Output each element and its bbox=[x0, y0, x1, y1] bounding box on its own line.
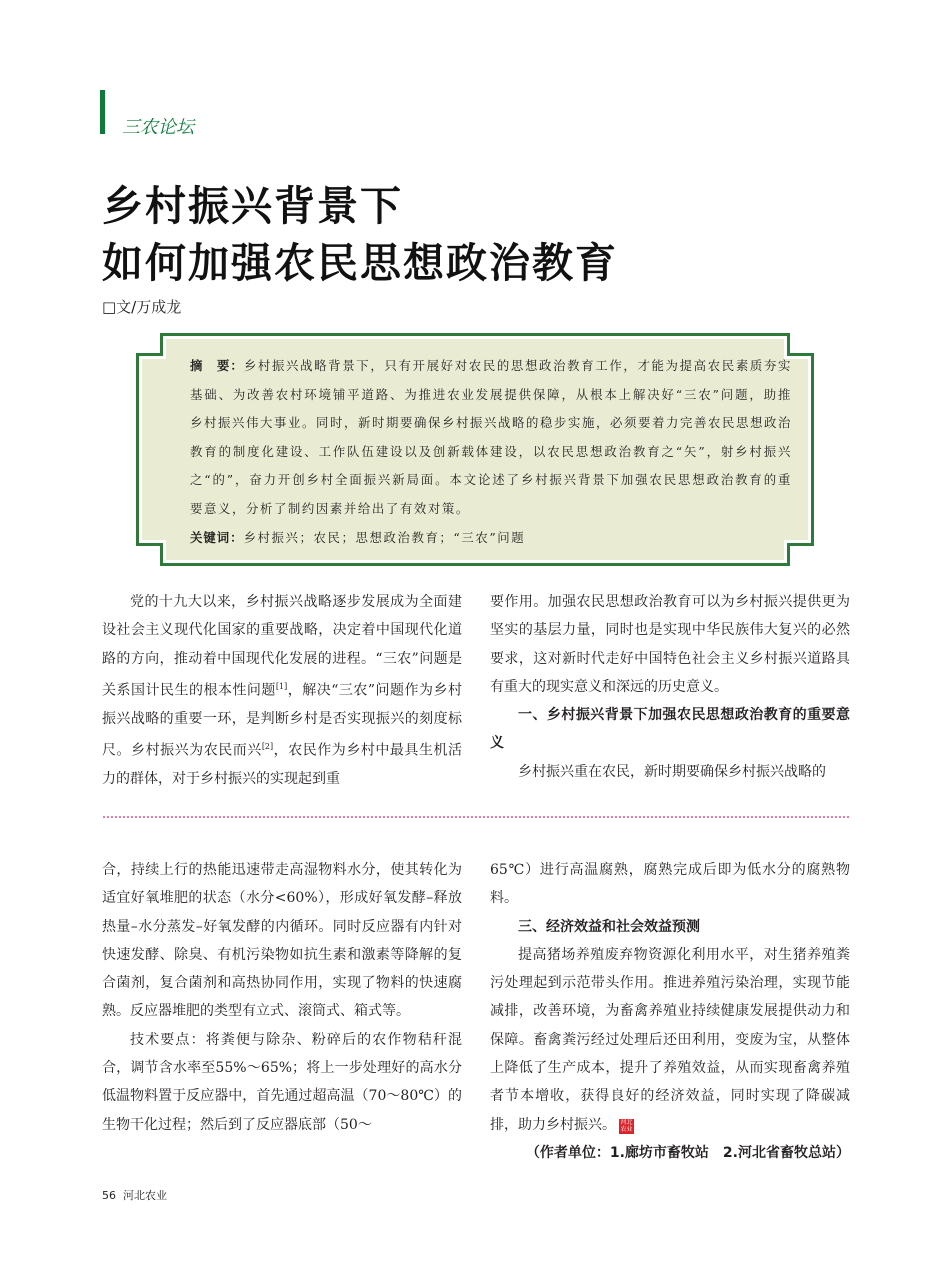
body-paragraph bbox=[490, 941, 850, 1139]
byline: □文/万成龙 bbox=[102, 298, 182, 316]
body-text: 党的十九大以来，乡村振兴战略逐步发展成为全面建设社会主义现代化国家的重要战略，决定着中国现代化道路的方向，推动着中国现代化发展的进程。“三农”问题是关系国计民生的根本性问题 bbox=[102, 594, 462, 699]
body-paragraph: 65℃）进行高温腐熟，腐熟完成后即为低水分的腐熟物料。 bbox=[490, 862, 850, 907]
citation-ref: [2] bbox=[261, 742, 274, 752]
journal-end-mark: 河北农业 bbox=[620, 1118, 633, 1133]
abstract-box bbox=[160, 352, 792, 552]
abstract-label: 摘 要： bbox=[190, 358, 244, 373]
abstract-text: 乡村振兴战略背景下，只有开展好对农民的思想政治教育工作，才能为提高农民素质夯实基础、为改善农村环境铺平道路、为推进农业发展提供保障，从根本上解决好“三农”问题，助推乡村振兴伟大事业。同时，新时期要确保乡村振兴战略的稳步实施，必须要着力完善农民思想政治教育的制度化建设、工作队伍建设以及创新载体建设，以农民思想政治教育之“矢”，射乡村振兴之“的”，奋力开创乡村全面振兴新局面。本文论述了乡村振兴背景下加强农民思想政治教育的重要意义，分析了制约因素并给出了有效对策。 bbox=[190, 358, 793, 516]
author-affiliation: （作者单位：1.廊坊市畜牧站 2.河北省畜牧总站） bbox=[525, 1144, 850, 1161]
body-column-2 bbox=[490, 588, 850, 786]
keywords-text: 乡村振兴；农民；思想政治教育；“三农”问题 bbox=[243, 529, 526, 545]
section-heading: 三、经济效益和社会效益预测 bbox=[518, 918, 700, 935]
body-column-3 bbox=[102, 856, 462, 1139]
title-line-1: 乡村振兴背景下 bbox=[102, 182, 403, 230]
section-label: 三农论坛 bbox=[122, 117, 194, 138]
body-paragraph: 合，持续上行的热能迅速带走高湿物料水分，使其转化为适宜好氧堆肥的状态（水分<60%），形成好氧发酵–释放热量–水分蒸发–好氧发酵的内循环。同时反应器有内针对快速发酵、除臭、有机污染物如抗生素和激素等降解的复合菌剂，复合菌剂和高热协同作用，实现了物料的快速腐熟。反应器堆肥的类型有立式、滚筒式、箱式等。 bbox=[102, 862, 462, 1020]
body-text: ，解决“三农”问题作为乡村振兴战略的重要一环，是判断乡村是否实现振兴的刻度标尺。乡村振兴为农民而兴 bbox=[102, 682, 462, 759]
body-paragraph: 要作用。加强农民思想政治教育可以为乡村振兴提供更为坚实的基层力量，同时也是实现中华民族伟大复兴的必然要求，这对新时代走好中国特色社会主义乡村振兴道路具有重大的现实意义和深远的历史意义。 bbox=[490, 594, 850, 695]
article-title bbox=[102, 178, 618, 292]
body-column-1 bbox=[102, 588, 462, 793]
citation-ref: [1] bbox=[275, 681, 288, 691]
title-line-2: 如何加强农民思想政治教育 bbox=[102, 239, 618, 287]
body-paragraph: 乡村振兴重在农民，新时期要确保乡村振兴战略的 bbox=[518, 763, 826, 780]
body-column-4 bbox=[490, 856, 850, 1167]
keywords-paragraph bbox=[160, 524, 792, 553]
body-paragraph bbox=[102, 588, 462, 793]
section-accent-bar bbox=[100, 90, 105, 134]
section-heading: 一、乡村振兴背景下加强农民思想政治教育的重要意义 bbox=[490, 707, 850, 752]
page-number: 56 bbox=[102, 1189, 116, 1202]
page-footer bbox=[102, 1187, 167, 1203]
abstract-paragraph bbox=[160, 352, 792, 524]
keywords-label: 关键词： bbox=[190, 529, 244, 545]
body-text: 提高猪场养殖废弃物资源化利用水平，对生猪养殖粪污处理起到示范带头作用。推进养殖污染治理，实现节能减排，改善环境，为畜禽养殖业持续健康发展提供动力和保障。畜禽粪污经过处理后还田利用，变废为宝，从整体上降低了生产成本，提升了养殖效益，从而实现畜禽养殖者节本增收，获得良好的经济效益，同时实现了降碳减排，助力乡村振兴。 bbox=[490, 946, 850, 1133]
body-paragraph: 技术要点：将粪便与除杂、粉碎后的农作物秸秆混合，调节含水率至55%～65%；将上一步处理好的高水分低温物料置于反应器中，首先通过超高温（70～80℃）的生物干化过程；然后到了反应器底部（50～ bbox=[102, 1031, 462, 1133]
journal-name: 河北农业 bbox=[123, 1189, 167, 1202]
body-text: ，农民作为乡村中最具生机活力的群体，对于乡村振兴的实现起到重 bbox=[102, 742, 463, 788]
article-separator bbox=[102, 814, 850, 820]
